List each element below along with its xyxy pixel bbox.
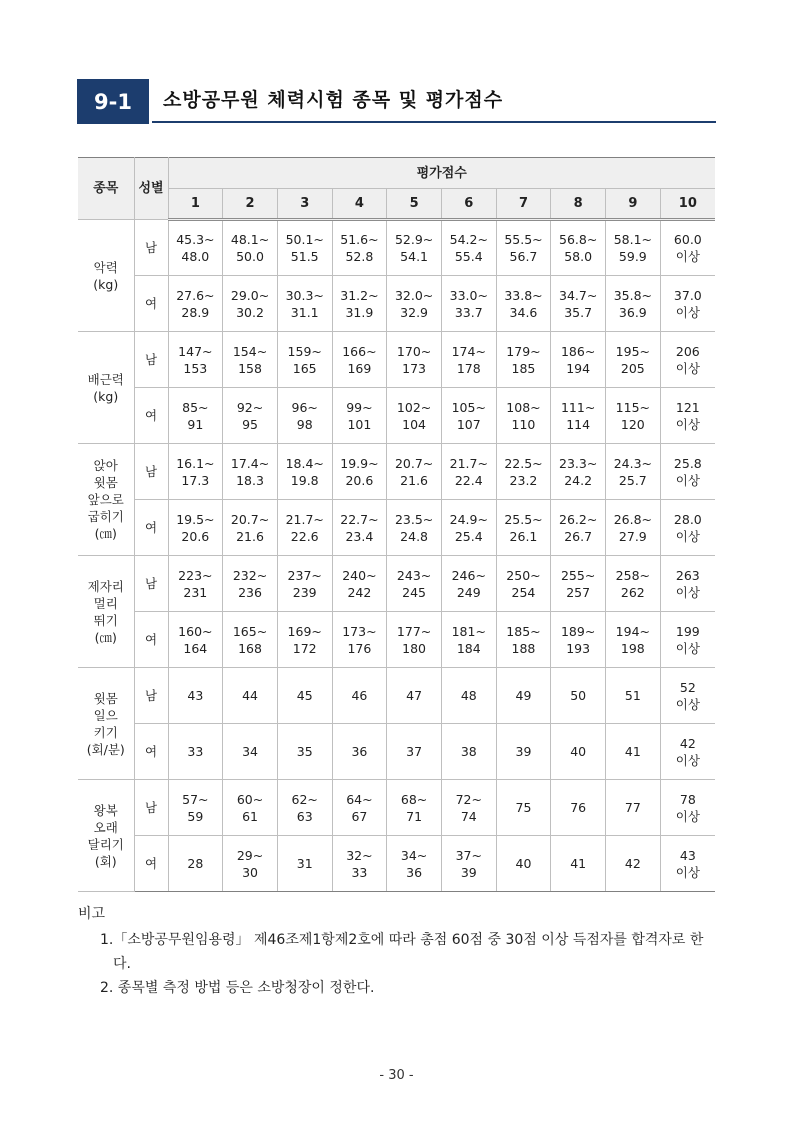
score-cell: 121 이상	[660, 388, 715, 444]
score-cell: 18.4~ 19.8	[277, 444, 332, 500]
score-cell: 33	[168, 724, 223, 780]
score-cell: 177~ 180	[387, 612, 442, 668]
header-event: 종목	[78, 158, 134, 220]
event-name: 악력 (kg)	[78, 220, 134, 332]
score-cell: 246~ 249	[441, 556, 496, 612]
score-cell: 194~ 198	[606, 612, 661, 668]
score-cell: 49	[496, 668, 551, 724]
score-cell: 72~ 74	[441, 780, 496, 836]
score-cell: 28.0 이상	[660, 500, 715, 556]
score-cell: 29.0~ 30.2	[223, 276, 278, 332]
table-row	[78, 220, 715, 276]
gender-cell: 여	[134, 276, 168, 332]
score-cell: 43 이상	[660, 836, 715, 892]
event-name: 윗몸 일으 키기 (회/분)	[78, 668, 134, 780]
score-cell: 24.3~ 25.7	[606, 444, 661, 500]
score-cell: 115~ 120	[606, 388, 661, 444]
score-cell: 62~ 63	[277, 780, 332, 836]
score-cell: 258~ 262	[606, 556, 661, 612]
score-cell: 37.0 이상	[660, 276, 715, 332]
score-cell: 48.1~ 50.0	[223, 220, 278, 276]
table-row	[78, 780, 715, 836]
score-cell: 30.3~ 31.1	[277, 276, 332, 332]
event-name: 왕복 오래 달리기 (회)	[78, 780, 134, 892]
section-title: 소방공무원 체력시험 종목 및 평가점수	[163, 89, 504, 111]
score-cell: 45.3~ 48.0	[168, 220, 223, 276]
header-score-group: 평가점수	[168, 158, 715, 189]
score-cell: 68~ 71	[387, 780, 442, 836]
score-cell: 147~ 153	[168, 332, 223, 388]
header-score-5: 5	[387, 189, 442, 220]
score-cell: 250~ 254	[496, 556, 551, 612]
score-cell: 33.0~ 33.7	[441, 276, 496, 332]
score-cell: 243~ 245	[387, 556, 442, 612]
score-cell: 42 이상	[660, 724, 715, 780]
header-score-7: 7	[496, 189, 551, 220]
table-row	[78, 500, 715, 556]
score-cell: 37~ 39	[441, 836, 496, 892]
score-cell: 26.8~ 27.9	[606, 500, 661, 556]
score-cell: 29~ 30	[223, 836, 278, 892]
score-cell: 28	[168, 836, 223, 892]
score-cell: 55.5~ 56.7	[496, 220, 551, 276]
table-row	[78, 332, 715, 388]
score-cell: 159~ 165	[277, 332, 332, 388]
score-cell: 21.7~ 22.6	[277, 500, 332, 556]
score-cell: 206 이상	[660, 332, 715, 388]
score-cell: 85~ 91	[168, 388, 223, 444]
score-cell: 25.8 이상	[660, 444, 715, 500]
score-cell: 34~ 36	[387, 836, 442, 892]
score-cell: 165~ 168	[223, 612, 278, 668]
score-cell: 51	[606, 668, 661, 724]
score-cell: 42	[606, 836, 661, 892]
score-cell: 92~ 95	[223, 388, 278, 444]
score-cell: 160~ 164	[168, 612, 223, 668]
header-gender: 성별	[134, 158, 168, 220]
score-cell: 56.8~ 58.0	[551, 220, 606, 276]
score-cell: 38	[441, 724, 496, 780]
gender-cell: 남	[134, 780, 168, 836]
score-cell: 52 이상	[660, 668, 715, 724]
score-cell: 19.9~ 20.6	[332, 444, 387, 500]
score-cell: 40	[496, 836, 551, 892]
score-cell: 195~ 205	[606, 332, 661, 388]
score-cell: 31.2~ 31.9	[332, 276, 387, 332]
score-cell: 52.9~ 54.1	[387, 220, 442, 276]
section-header	[77, 79, 716, 124]
score-cell: 75	[496, 780, 551, 836]
score-cell: 21.7~ 22.4	[441, 444, 496, 500]
table-row	[78, 724, 715, 780]
score-cell: 34.7~ 35.7	[551, 276, 606, 332]
score-cell: 16.1~ 17.3	[168, 444, 223, 500]
score-cell: 44	[223, 668, 278, 724]
table-row	[78, 388, 715, 444]
score-cell: 181~ 184	[441, 612, 496, 668]
note-item-1: 1.「소방공무원임용령」 제46조제1항제2호에 따라 총점 60점 중 30점 이상 득점자를 합격자로 한다.	[100, 932, 704, 972]
score-cell: 170~ 173	[387, 332, 442, 388]
gender-cell: 남	[134, 444, 168, 500]
event-name: 배근력 (kg)	[78, 332, 134, 444]
score-cell: 45	[277, 668, 332, 724]
score-cell: 26.2~ 26.7	[551, 500, 606, 556]
gender-cell: 여	[134, 388, 168, 444]
table-row	[78, 836, 715, 892]
score-cell: 255~ 257	[551, 556, 606, 612]
gender-cell: 남	[134, 220, 168, 276]
score-cell: 166~ 169	[332, 332, 387, 388]
score-cell: 19.5~ 20.6	[168, 500, 223, 556]
table-row	[78, 444, 715, 500]
event-name: 앉아 윗몸 앞으로 굽히기 (㎝)	[78, 444, 134, 556]
score-cell: 50	[551, 668, 606, 724]
score-cell: 27.6~ 28.9	[168, 276, 223, 332]
score-cell: 64~ 67	[332, 780, 387, 836]
header-score-6: 6	[441, 189, 496, 220]
score-cell: 232~ 236	[223, 556, 278, 612]
score-cell: 99~ 101	[332, 388, 387, 444]
score-cell: 78 이상	[660, 780, 715, 836]
score-cell: 33.8~ 34.6	[496, 276, 551, 332]
score-cell: 47	[387, 668, 442, 724]
score-cell: 240~ 242	[332, 556, 387, 612]
score-cell: 40	[551, 724, 606, 780]
score-cell: 17.4~ 18.3	[223, 444, 278, 500]
table-header	[78, 158, 715, 220]
score-cell: 32.0~ 32.9	[387, 276, 442, 332]
score-cell: 35.8~ 36.9	[606, 276, 661, 332]
score-cell: 34	[223, 724, 278, 780]
score-cell: 223~ 231	[168, 556, 223, 612]
score-cell: 60.0 이상	[660, 220, 715, 276]
score-cell: 50.1~ 51.5	[277, 220, 332, 276]
title-underline	[152, 121, 716, 123]
score-cell: 43	[168, 668, 223, 724]
score-cell: 23.3~ 24.2	[551, 444, 606, 500]
score-cell: 189~ 193	[551, 612, 606, 668]
score-cell: 35	[277, 724, 332, 780]
table-row	[78, 668, 715, 724]
score-cell: 263 이상	[660, 556, 715, 612]
section-number-badge: 9-1	[77, 79, 149, 124]
score-cell: 23.5~ 24.8	[387, 500, 442, 556]
table-row	[78, 612, 715, 668]
score-cell: 36	[332, 724, 387, 780]
score-cell: 76	[551, 780, 606, 836]
score-cell: 105~ 107	[441, 388, 496, 444]
score-cell: 20.7~ 21.6	[387, 444, 442, 500]
score-table	[78, 157, 715, 892]
gender-cell: 여	[134, 612, 168, 668]
score-cell: 185~ 188	[496, 612, 551, 668]
header-score-1: 1	[168, 189, 223, 220]
gender-cell: 여	[134, 500, 168, 556]
score-cell: 39	[496, 724, 551, 780]
table-row	[78, 556, 715, 612]
score-cell: 54.2~ 55.4	[441, 220, 496, 276]
score-cell: 22.7~ 23.4	[332, 500, 387, 556]
header-score-9: 9	[606, 189, 661, 220]
score-cell: 31	[277, 836, 332, 892]
gender-cell: 남	[134, 668, 168, 724]
score-cell: 111~ 114	[551, 388, 606, 444]
gender-cell: 남	[134, 556, 168, 612]
header-score-8: 8	[551, 189, 606, 220]
score-cell: 173~ 176	[332, 612, 387, 668]
note-item-2: 2. 종목별 측정 방법 등은 소방청장이 정한다.	[100, 980, 375, 996]
score-cell: 24.9~ 25.4	[441, 500, 496, 556]
score-cell: 41	[551, 836, 606, 892]
score-cell: 237~ 239	[277, 556, 332, 612]
score-cell: 77	[606, 780, 661, 836]
score-cell: 51.6~ 52.8	[332, 220, 387, 276]
header-score-3: 3	[277, 189, 332, 220]
header-score-4: 4	[332, 189, 387, 220]
table-row	[78, 276, 715, 332]
score-header-row	[78, 189, 715, 220]
gender-cell: 남	[134, 332, 168, 388]
score-cell: 37	[387, 724, 442, 780]
score-cell: 20.7~ 21.6	[223, 500, 278, 556]
gender-cell: 여	[134, 724, 168, 780]
score-cell: 179~ 185	[496, 332, 551, 388]
score-cell: 32~ 33	[332, 836, 387, 892]
gender-cell: 여	[134, 836, 168, 892]
score-cell: 169~ 172	[277, 612, 332, 668]
notes	[78, 902, 718, 1000]
score-cell: 57~ 59	[168, 780, 223, 836]
score-cell: 154~ 158	[223, 332, 278, 388]
score-cell: 58.1~ 59.9	[606, 220, 661, 276]
header-score-10: 10	[660, 189, 715, 220]
score-cell: 60~ 61	[223, 780, 278, 836]
score-cell: 48	[441, 668, 496, 724]
header-score-2: 2	[223, 189, 278, 220]
score-cell: 199 이상	[660, 612, 715, 668]
score-cell: 22.5~ 23.2	[496, 444, 551, 500]
page-number: - 30 -	[379, 1068, 414, 1083]
score-cell: 186~ 194	[551, 332, 606, 388]
event-name: 제자리 멀리 뛰기 (㎝)	[78, 556, 134, 668]
score-cell: 108~ 110	[496, 388, 551, 444]
score-cell: 41	[606, 724, 661, 780]
score-cell: 102~ 104	[387, 388, 442, 444]
score-cell: 174~ 178	[441, 332, 496, 388]
score-cell: 25.5~ 26.1	[496, 500, 551, 556]
score-cell: 46	[332, 668, 387, 724]
table-body	[78, 220, 715, 892]
notes-head: 비고	[78, 906, 106, 922]
score-cell: 96~ 98	[277, 388, 332, 444]
